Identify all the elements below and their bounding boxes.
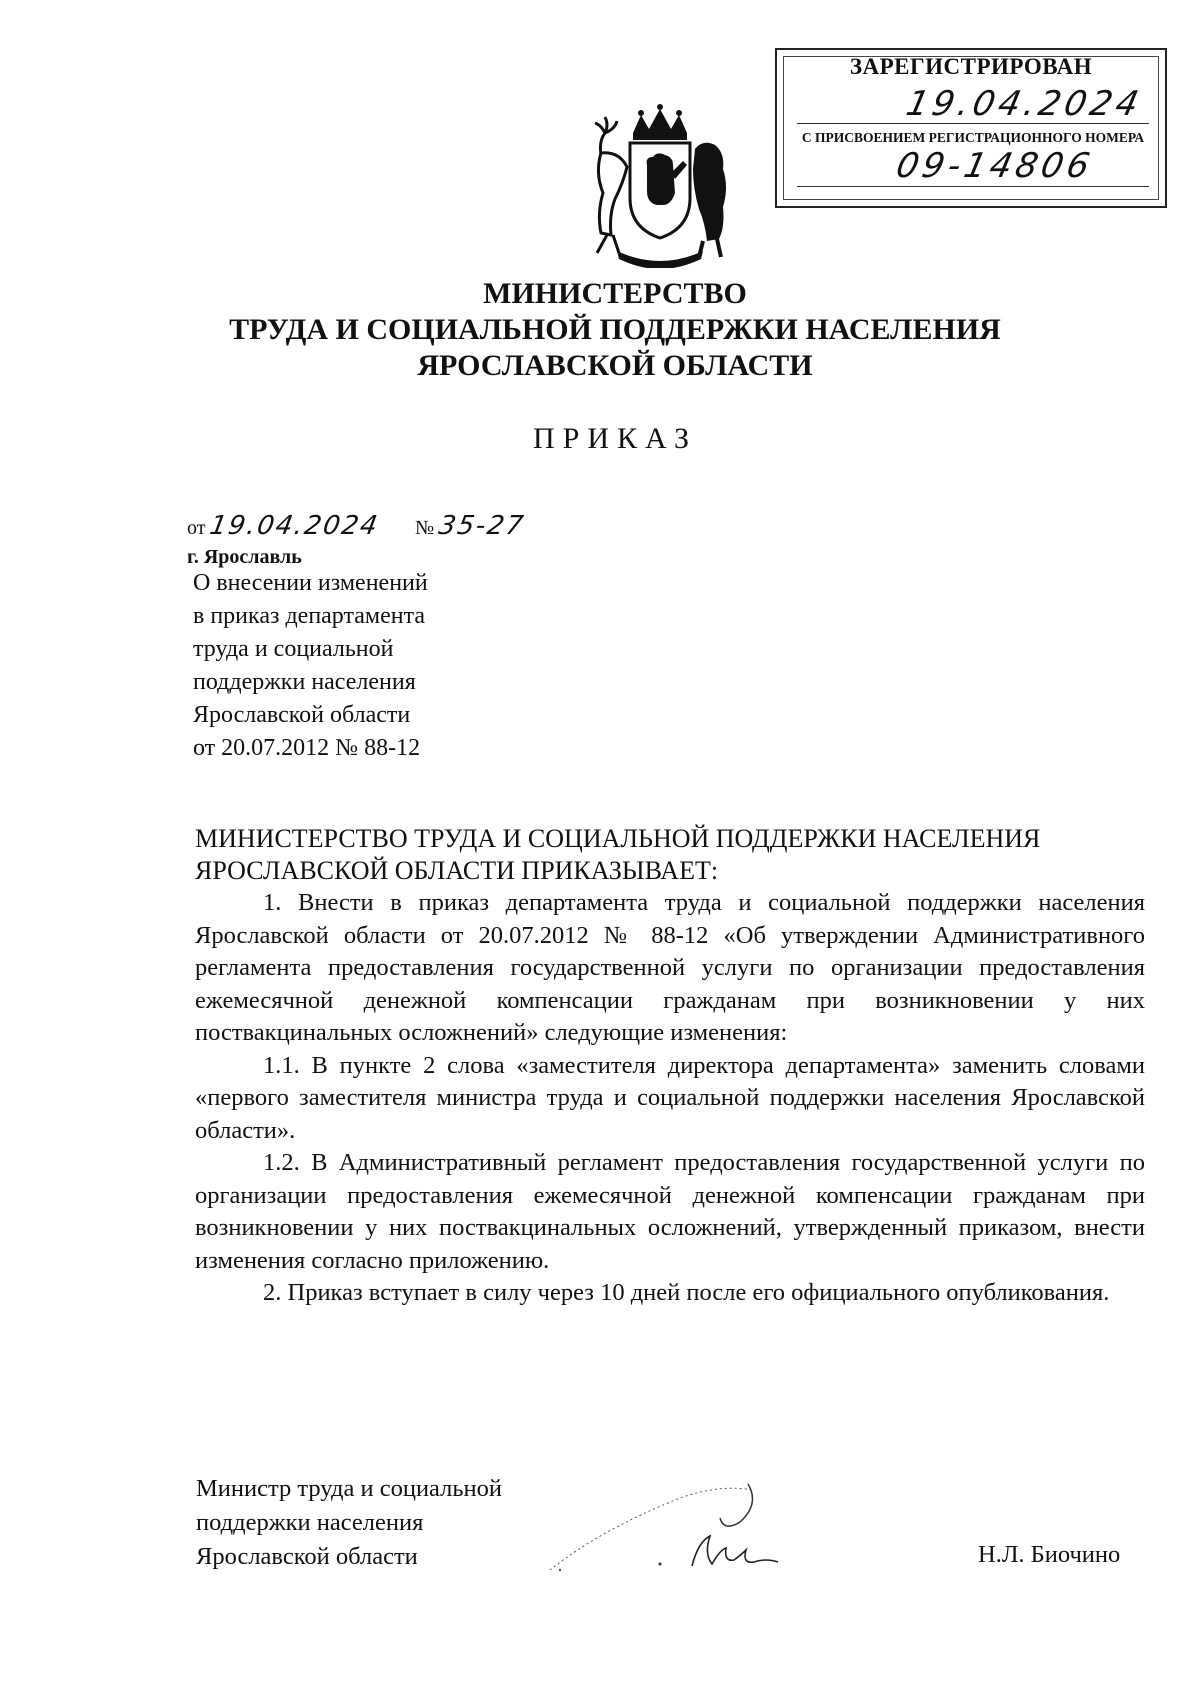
signer-position-line: Ярославской области — [196, 1543, 418, 1570]
subject-line: в приказ департамента — [193, 603, 426, 629]
document-type-title: ПРИКАЗ — [533, 422, 697, 455]
order-subject — [193, 567, 513, 765]
org-line: МИНИСТЕРСТВО — [483, 277, 747, 310]
stamp-title: ЗАРЕГИСТРИРОВАН — [849, 54, 1093, 79]
order-number: 35-27 — [436, 511, 528, 541]
signer-position — [196, 1472, 502, 1574]
body-paragraph: 2. Приказ вступает в силу через 10 дней после его официального опубликования. — [263, 1279, 1110, 1306]
organization-name — [15, 276, 1200, 384]
subject-line: труда и социальной — [193, 636, 394, 662]
signer-position-line: поддержки населения — [196, 1509, 424, 1536]
stamp-divider — [797, 186, 1149, 187]
handwritten-signature — [520, 1470, 800, 1580]
stamp-reg-number: 09-14806 — [892, 146, 1097, 186]
subject-line: от 20.07.2012 № 88-12 — [193, 735, 421, 761]
registration-stamp — [775, 48, 1167, 208]
body-paragraph: 1.1. В пункте 2 слова «заместителя директора департамента» заменить словами «первого заместителя министра труда и социальной поддержки населения Ярославской области». — [195, 1051, 1145, 1144]
order-date: 19.04.2024 — [207, 511, 383, 541]
stamp-date: 19.04.2024 — [902, 84, 1146, 124]
city: г. Ярославль — [187, 546, 302, 568]
stamp-divider — [797, 123, 1149, 124]
preamble: МИНИСТЕРСТВО ТРУДА И СОЦИАЛЬНОЙ ПОДДЕРЖКИ НАСЕЛЕНИЯ ЯРОСЛАВСКОЙ ОБЛАСТИ ПРИКАЗЫВАЕТ: — [195, 824, 1041, 885]
date-prefix: от — [187, 517, 206, 539]
stamp-caption: С ПРИСВОЕНИЕМ РЕГИСТРАЦИОННОГО НОМЕРА — [801, 130, 1145, 145]
subject-line: Ярославской области — [193, 702, 411, 728]
body-paragraph: 1. Внести в приказ департамента труда и социальной поддержки населения Ярославской области от 20.07.2012 № 88-12 «Об утверждении Административного регламента предоставления государственной услуги по организации предоставления ежемесячной денежной компенсации гражданам при возникновении у них поствакцинальных осложнений» следующие изменения: — [195, 889, 1145, 1046]
subject-line: поддержки населения — [193, 669, 416, 695]
signer-position-line: Министр труда и социальной — [196, 1475, 503, 1502]
order-date-line — [187, 511, 383, 541]
order-number-line — [415, 511, 528, 541]
subject-line: О внесении изменений — [193, 570, 428, 596]
org-line: ТРУДА И СОЦИАЛЬНОЙ ПОДДЕРЖКИ НАСЕЛЕНИЯ — [229, 313, 1001, 346]
coat-of-arms-icon — [583, 103, 738, 268]
signer-name: Н.Л. Биочино — [978, 1541, 1121, 1568]
order-body — [195, 823, 1145, 1310]
org-line: ЯРОСЛАВСКОЙ ОБЛАСТИ — [417, 349, 813, 382]
body-paragraph: 1.2. В Административный регламент предоставления государственной услуги по организации предоставления ежемесячной денежной компенсации гражданам при возникновении у них поствакцинальных осложнений, утвержденный приказом, внести изменения согласно приложению. — [195, 1149, 1145, 1274]
number-prefix: № — [415, 517, 435, 539]
